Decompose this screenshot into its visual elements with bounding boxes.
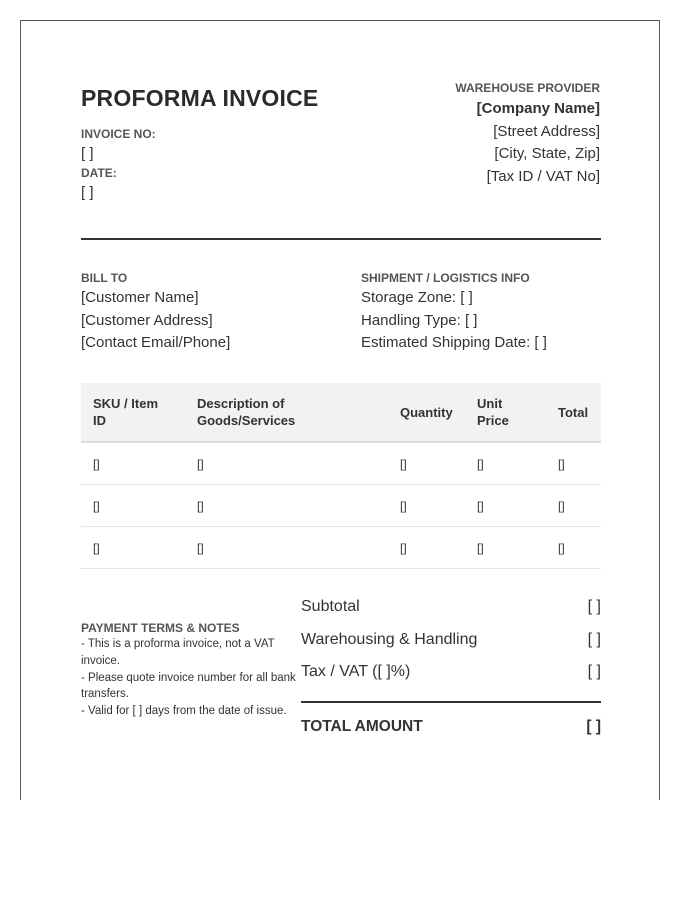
notes-label: PAYMENT TERMS & NOTES [81,621,240,635]
customer-contact: [Contact Email/Phone] [81,334,231,351]
provider-tax: [Tax ID / VAT No] [486,167,600,185]
tax-label: Tax / VAT ([ ]%) [301,663,411,680]
table-header-row [81,383,601,442]
bill-to-label: BILL TO [81,271,128,285]
invoice-no-value: [ ] [81,145,94,162]
col-header-total: Total [546,383,601,442]
cell-description: [] [185,442,388,485]
cell-quantity: [] [388,485,465,527]
bill-to-block [81,271,341,355]
cell-quantity: [] [388,527,465,569]
date-value: [ ] [81,184,94,201]
warehousing-label: Warehousing & Handling [301,630,478,648]
cell-description: [] [185,485,388,527]
cell-quantity: [] [388,442,465,485]
cell-unit-price: [] [465,485,546,527]
invoice-page [20,20,660,800]
tax-row [301,658,601,691]
provider-label: WAREHOUSE PROVIDER [455,81,600,95]
customer-name: [Customer Name] [81,289,199,306]
note-line-2: - Please quote invoice number for all bank transfers. [81,671,296,701]
cell-sku: [] [81,485,185,527]
payment-notes [81,621,303,720]
table-row [81,485,601,527]
note-line-1: - This is a proforma invoice, not a VAT invoice. [81,638,275,667]
cell-total: [] [546,527,601,569]
col-header-description: Description of Goods/Services [185,383,388,442]
warehousing-value: [ ] [587,630,601,648]
shipping-date: Estimated Shipping Date: [ ] [361,334,547,351]
note-line-3: - Valid for [ ] days from the date of issue. [81,705,287,718]
cell-sku: [] [81,442,185,485]
provider-block [300,81,600,188]
cell-unit-price: [] [465,527,546,569]
storage-zone: Storage Zone: [ ] [361,289,473,306]
shipment-block [361,271,621,355]
totals-block [301,593,601,745]
date-label: DATE: [81,166,117,180]
total-amount-label: TOTAL AMOUNT [301,717,423,735]
col-header-unit-price: Unit Price [465,383,546,442]
table-row [81,527,601,569]
cell-sku: [] [81,527,185,569]
handling-type: Handling Type: [ ] [361,311,478,329]
subtotal-label: Subtotal [301,598,360,615]
subtotal-row [301,593,601,626]
cell-total: [] [546,485,601,527]
provider-city: [City, State, Zip] [494,145,600,162]
cell-description: [] [185,527,388,569]
total-amount-value: [ ] [586,717,601,735]
provider-street: [Street Address] [493,122,600,140]
col-header-sku: SKU / Item ID [81,383,185,442]
warehousing-row [301,626,601,659]
customer-address: [Customer Address] [81,311,213,329]
shipment-label: SHIPMENT / LOGISTICS INFO [361,271,530,285]
subtotal-value: [ ] [587,598,601,615]
table-row [81,442,601,485]
cell-total: [] [546,442,601,485]
header-divider [81,238,601,240]
items-table [81,383,601,569]
col-header-quantity: Quantity [388,383,465,442]
tax-value: [ ] [587,663,601,680]
page-title: PROFORMA INVOICE [81,85,319,111]
invoice-no-label: INVOICE NO: [81,127,156,141]
total-amount-row [301,701,601,746]
provider-company: [Company Name] [476,100,600,117]
cell-unit-price: [] [465,442,546,485]
